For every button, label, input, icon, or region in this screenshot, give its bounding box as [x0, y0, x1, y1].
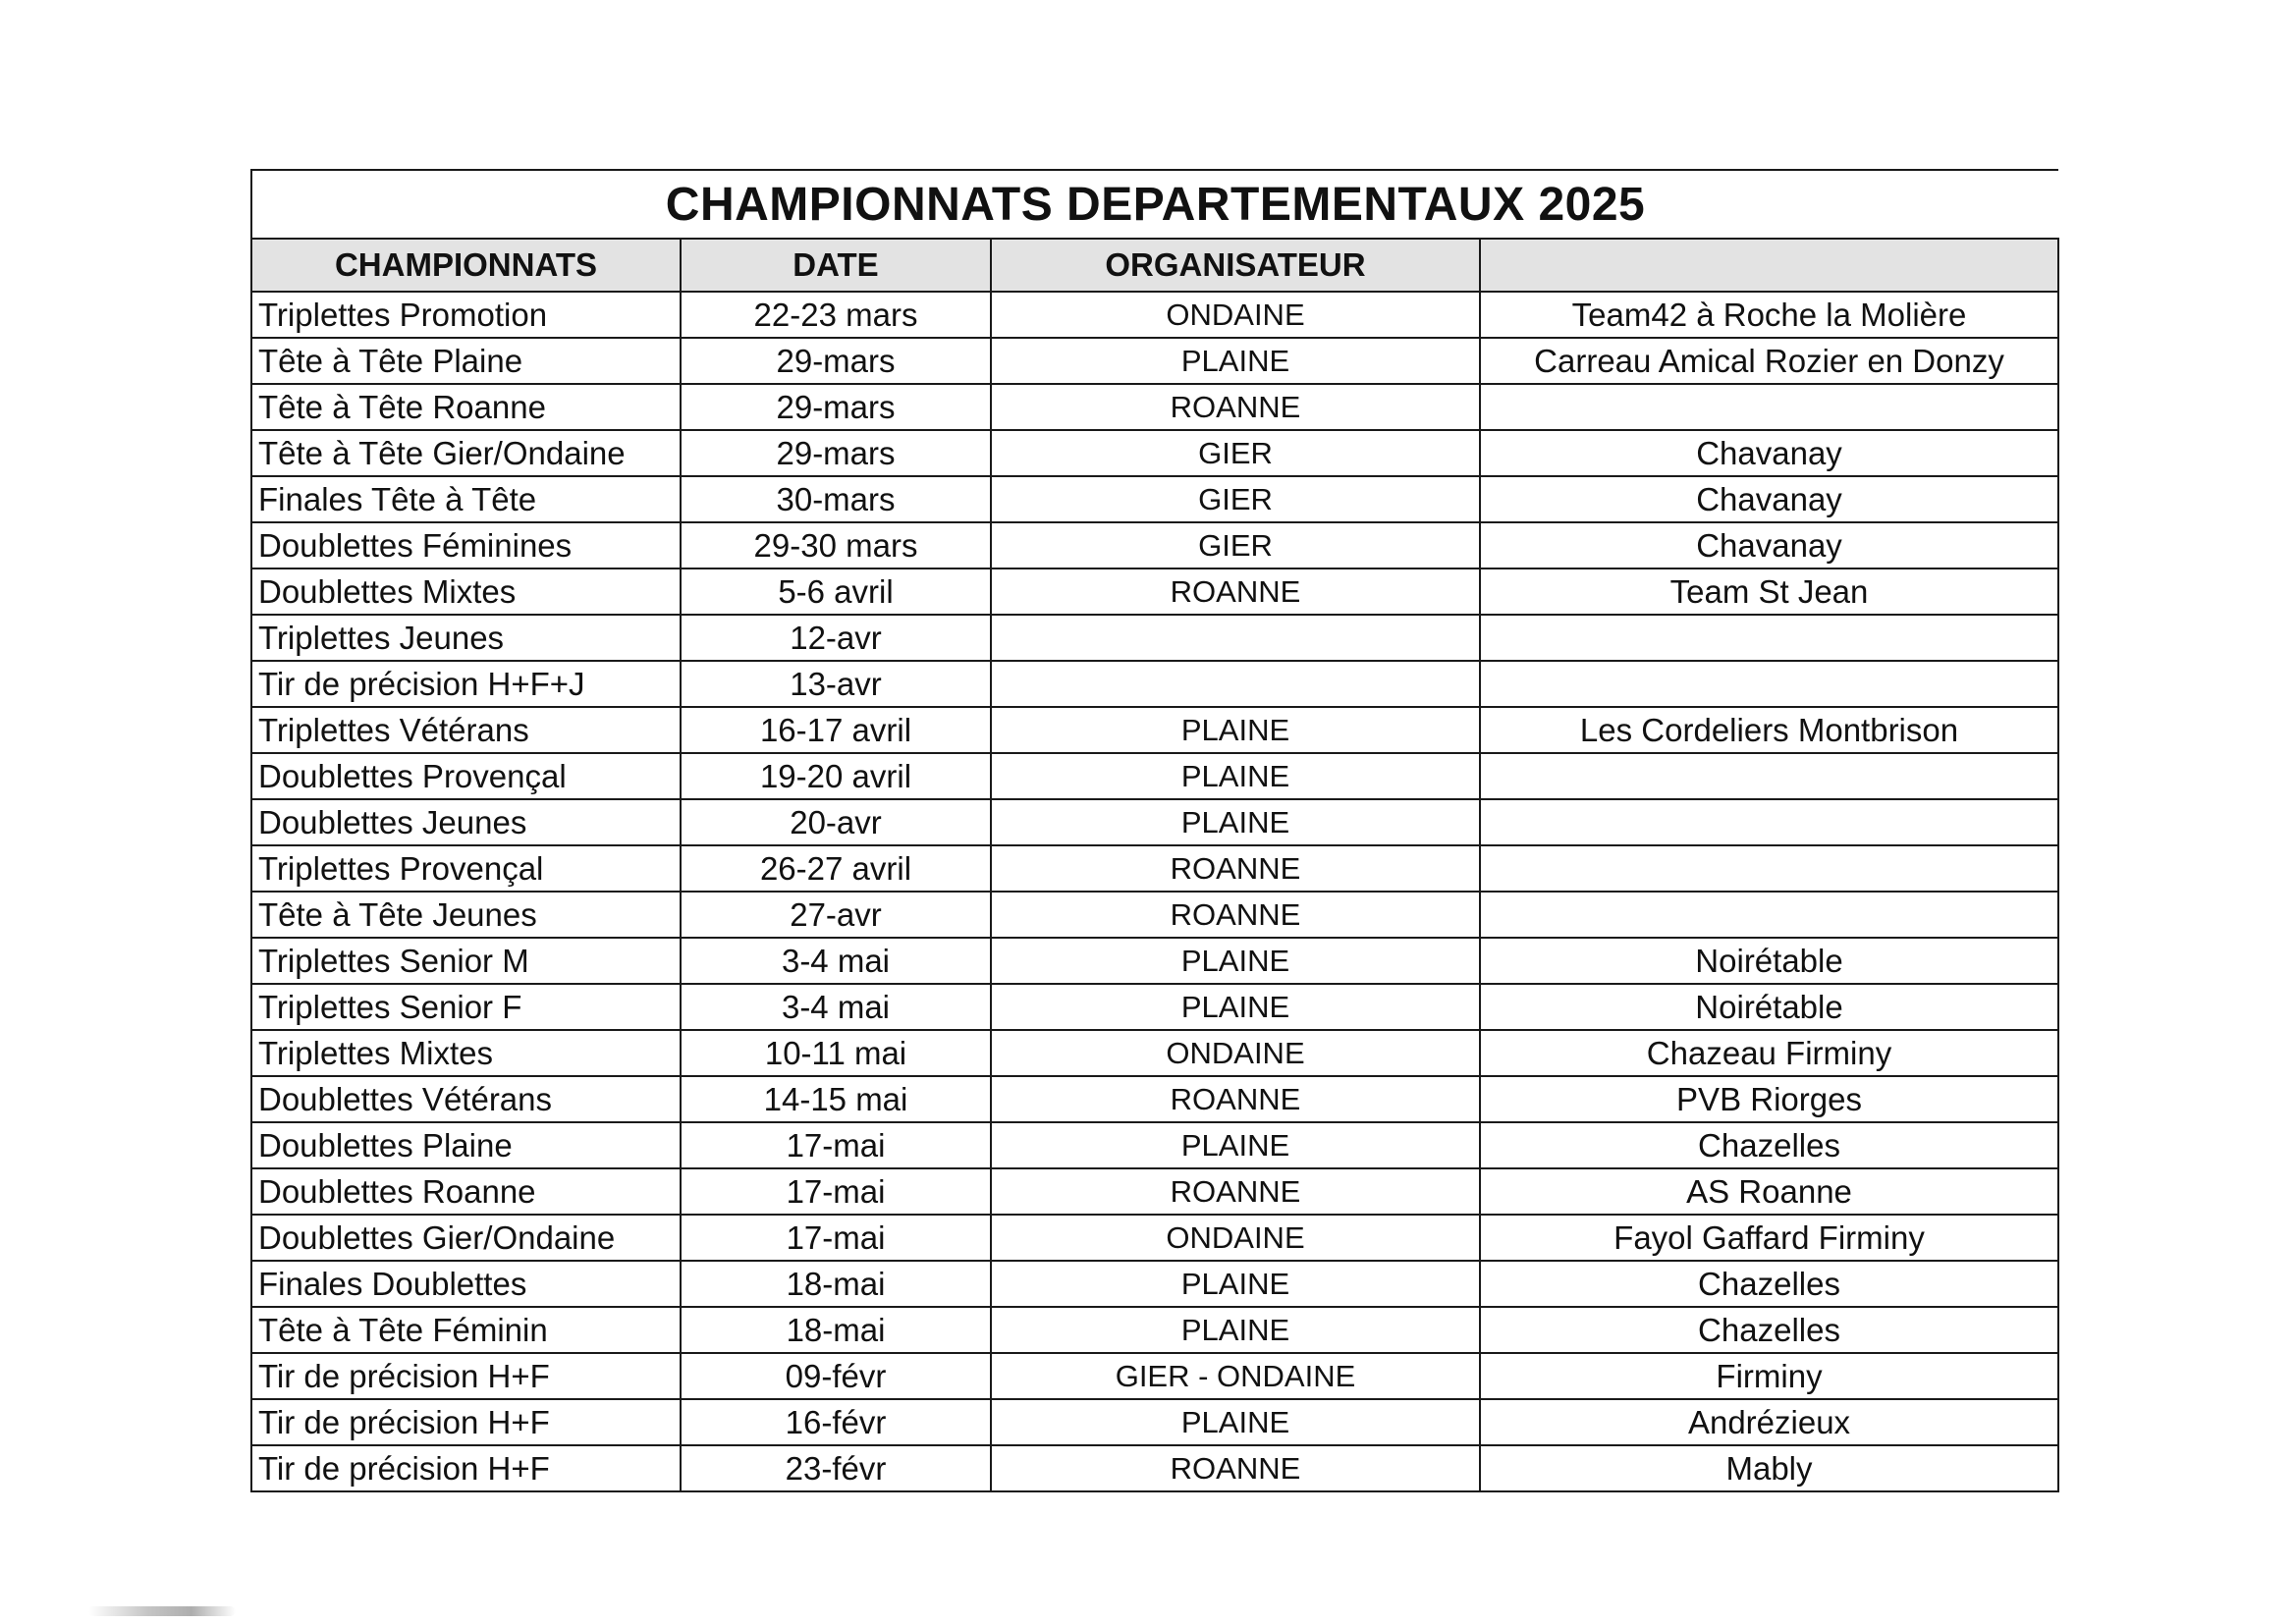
cell-championnat: Doublettes Féminines: [251, 522, 681, 568]
cell-date: 20-avr: [681, 799, 991, 845]
cell-organisateur: ROANNE: [991, 568, 1480, 615]
cell-championnat: Triplettes Vétérans: [251, 707, 681, 753]
cell-organisateur: ROANNE: [991, 845, 1480, 892]
cell-championnat: Tir de précision H+F: [251, 1445, 681, 1491]
cell-lieu: [1480, 661, 2058, 707]
cell-championnat: Finales Tête à Tête: [251, 476, 681, 522]
cell-organisateur: PLAINE: [991, 338, 1480, 384]
table-row: [251, 892, 2058, 938]
cell-lieu: Fayol Gaffard Firminy: [1480, 1215, 2058, 1261]
cell-lieu: Chazeau Firminy: [1480, 1030, 2058, 1076]
cell-organisateur: PLAINE: [991, 1307, 1480, 1353]
cell-organisateur: PLAINE: [991, 984, 1480, 1030]
table-row: [251, 1307, 2058, 1353]
cell-lieu: Chavanay: [1480, 522, 2058, 568]
cell-lieu: Chazelles: [1480, 1261, 2058, 1307]
cell-date: 13-avr: [681, 661, 991, 707]
column-header-organisateur: ORGANISATEUR: [991, 239, 1480, 292]
cell-date: 09-févr: [681, 1353, 991, 1399]
cell-date: 3-4 mai: [681, 984, 991, 1030]
column-header-date: DATE: [681, 239, 991, 292]
cell-championnat: Doublettes Gier/Ondaine: [251, 1215, 681, 1261]
cell-lieu: [1480, 615, 2058, 661]
cell-organisateur: ROANNE: [991, 1168, 1480, 1215]
cell-lieu: Noirétable: [1480, 984, 2058, 1030]
cell-organisateur: GIER: [991, 476, 1480, 522]
cell-championnat: Finales Doublettes: [251, 1261, 681, 1307]
cell-organisateur: PLAINE: [991, 753, 1480, 799]
cell-organisateur: ROANNE: [991, 1445, 1480, 1491]
cell-championnat: Triplettes Provençal: [251, 845, 681, 892]
cell-date: 17-mai: [681, 1215, 991, 1261]
cell-lieu: [1480, 753, 2058, 799]
cell-lieu: Team42 à Roche la Molière: [1480, 292, 2058, 338]
cell-championnat: Doublettes Plaine: [251, 1122, 681, 1168]
cell-organisateur: PLAINE: [991, 1261, 1480, 1307]
table-row: [251, 1399, 2058, 1445]
table-row: [251, 1215, 2058, 1261]
cell-championnat: Doublettes Mixtes: [251, 568, 681, 615]
cell-lieu: Les Cordeliers Montbrison: [1480, 707, 2058, 753]
championships-sheet: [250, 169, 2057, 1492]
cell-lieu: Mably: [1480, 1445, 2058, 1491]
cell-championnat: Triplettes Promotion: [251, 292, 681, 338]
cell-lieu: Chazelles: [1480, 1122, 2058, 1168]
championships-table: [250, 169, 2059, 1492]
cell-championnat: Triplettes Senior M: [251, 938, 681, 984]
table-row: [251, 984, 2058, 1030]
cell-organisateur: [991, 615, 1480, 661]
cell-date: 16-févr: [681, 1399, 991, 1445]
cell-date: 19-20 avril: [681, 753, 991, 799]
cell-lieu: Firminy: [1480, 1353, 2058, 1399]
table-row: [251, 707, 2058, 753]
cell-date: 14-15 mai: [681, 1076, 991, 1122]
table-row: [251, 753, 2058, 799]
table-body: [251, 292, 2058, 1491]
table-row: [251, 384, 2058, 430]
cell-organisateur: [991, 661, 1480, 707]
cell-championnat: Tête à Tête Roanne: [251, 384, 681, 430]
cell-championnat: Tir de précision H+F+J: [251, 661, 681, 707]
table-row: [251, 430, 2058, 476]
cell-date: 22-23 mars: [681, 292, 991, 338]
cell-lieu: Carreau Amical Rozier en Donzy: [1480, 338, 2058, 384]
cell-championnat: Doublettes Vétérans: [251, 1076, 681, 1122]
cell-date: 29-mars: [681, 430, 991, 476]
table-row: [251, 845, 2058, 892]
cell-lieu: [1480, 799, 2058, 845]
table-row: [251, 522, 2058, 568]
cell-date: 18-mai: [681, 1307, 991, 1353]
cell-date: 27-avr: [681, 892, 991, 938]
cell-organisateur: GIER: [991, 522, 1480, 568]
table-row: [251, 1030, 2058, 1076]
table-row: [251, 292, 2058, 338]
cell-organisateur: ROANNE: [991, 892, 1480, 938]
cell-date: 10-11 mai: [681, 1030, 991, 1076]
cell-organisateur: ROANNE: [991, 384, 1480, 430]
cell-championnat: Triplettes Jeunes: [251, 615, 681, 661]
cell-lieu: AS Roanne: [1480, 1168, 2058, 1215]
cell-lieu: Chavanay: [1480, 430, 2058, 476]
cell-organisateur: ONDAINE: [991, 1030, 1480, 1076]
cell-date: 29-mars: [681, 384, 991, 430]
cell-lieu: Chavanay: [1480, 476, 2058, 522]
cell-lieu: [1480, 384, 2058, 430]
cell-lieu: PVB Riorges: [1480, 1076, 2058, 1122]
table-row: [251, 1261, 2058, 1307]
cell-date: 29-mars: [681, 338, 991, 384]
scan-smudge: [88, 1606, 236, 1616]
cell-championnat: Tête à Tête Féminin: [251, 1307, 681, 1353]
table-row: [251, 1122, 2058, 1168]
cell-date: 29-30 mars: [681, 522, 991, 568]
cell-lieu: [1480, 845, 2058, 892]
table-row: [251, 938, 2058, 984]
cell-organisateur: PLAINE: [991, 1399, 1480, 1445]
table-row: [251, 661, 2058, 707]
cell-championnat: Triplettes Senior F: [251, 984, 681, 1030]
table-row: [251, 476, 2058, 522]
table-row: [251, 615, 2058, 661]
cell-date: 30-mars: [681, 476, 991, 522]
cell-championnat: Tête à Tête Jeunes: [251, 892, 681, 938]
cell-date: 16-17 avril: [681, 707, 991, 753]
cell-date: 17-mai: [681, 1168, 991, 1215]
cell-date: 3-4 mai: [681, 938, 991, 984]
cell-date: 23-févr: [681, 1445, 991, 1491]
column-header-championnats: CHAMPIONNATS: [251, 239, 681, 292]
cell-championnat: Doublettes Provençal: [251, 753, 681, 799]
table-row: [251, 568, 2058, 615]
cell-organisateur: ROANNE: [991, 1076, 1480, 1122]
cell-championnat: Triplettes Mixtes: [251, 1030, 681, 1076]
cell-championnat: Tête à Tête Plaine: [251, 338, 681, 384]
cell-lieu: Team St Jean: [1480, 568, 2058, 615]
cell-championnat: Tir de précision H+F: [251, 1399, 681, 1445]
cell-date: 17-mai: [681, 1122, 991, 1168]
cell-lieu: Andrézieux: [1480, 1399, 2058, 1445]
title-row: [251, 170, 2058, 239]
cell-date: 5-6 avril: [681, 568, 991, 615]
cell-organisateur: GIER: [991, 430, 1480, 476]
cell-championnat: Doublettes Jeunes: [251, 799, 681, 845]
cell-organisateur: PLAINE: [991, 938, 1480, 984]
cell-lieu: [1480, 892, 2058, 938]
cell-date: 18-mai: [681, 1261, 991, 1307]
header-row: [251, 239, 2058, 292]
cell-organisateur: PLAINE: [991, 707, 1480, 753]
cell-organisateur: GIER - ONDAINE: [991, 1353, 1480, 1399]
cell-championnat: Tir de précision H+F: [251, 1353, 681, 1399]
cell-organisateur: PLAINE: [991, 1122, 1480, 1168]
cell-date: 12-avr: [681, 615, 991, 661]
table-title: CHAMPIONNATS DEPARTEMENTAUX 2025: [251, 170, 2058, 239]
table-row: [251, 799, 2058, 845]
cell-organisateur: ONDAINE: [991, 292, 1480, 338]
table-row: [251, 1076, 2058, 1122]
table-row: [251, 1445, 2058, 1491]
cell-lieu: Noirétable: [1480, 938, 2058, 984]
column-header-lieu: [1480, 239, 2058, 292]
table-row: [251, 1353, 2058, 1399]
table-row: [251, 338, 2058, 384]
cell-championnat: Doublettes Roanne: [251, 1168, 681, 1215]
cell-organisateur: ONDAINE: [991, 1215, 1480, 1261]
cell-lieu: Chazelles: [1480, 1307, 2058, 1353]
cell-date: 26-27 avril: [681, 845, 991, 892]
table-row: [251, 1168, 2058, 1215]
cell-championnat: Tête à Tête Gier/Ondaine: [251, 430, 681, 476]
cell-organisateur: PLAINE: [991, 799, 1480, 845]
